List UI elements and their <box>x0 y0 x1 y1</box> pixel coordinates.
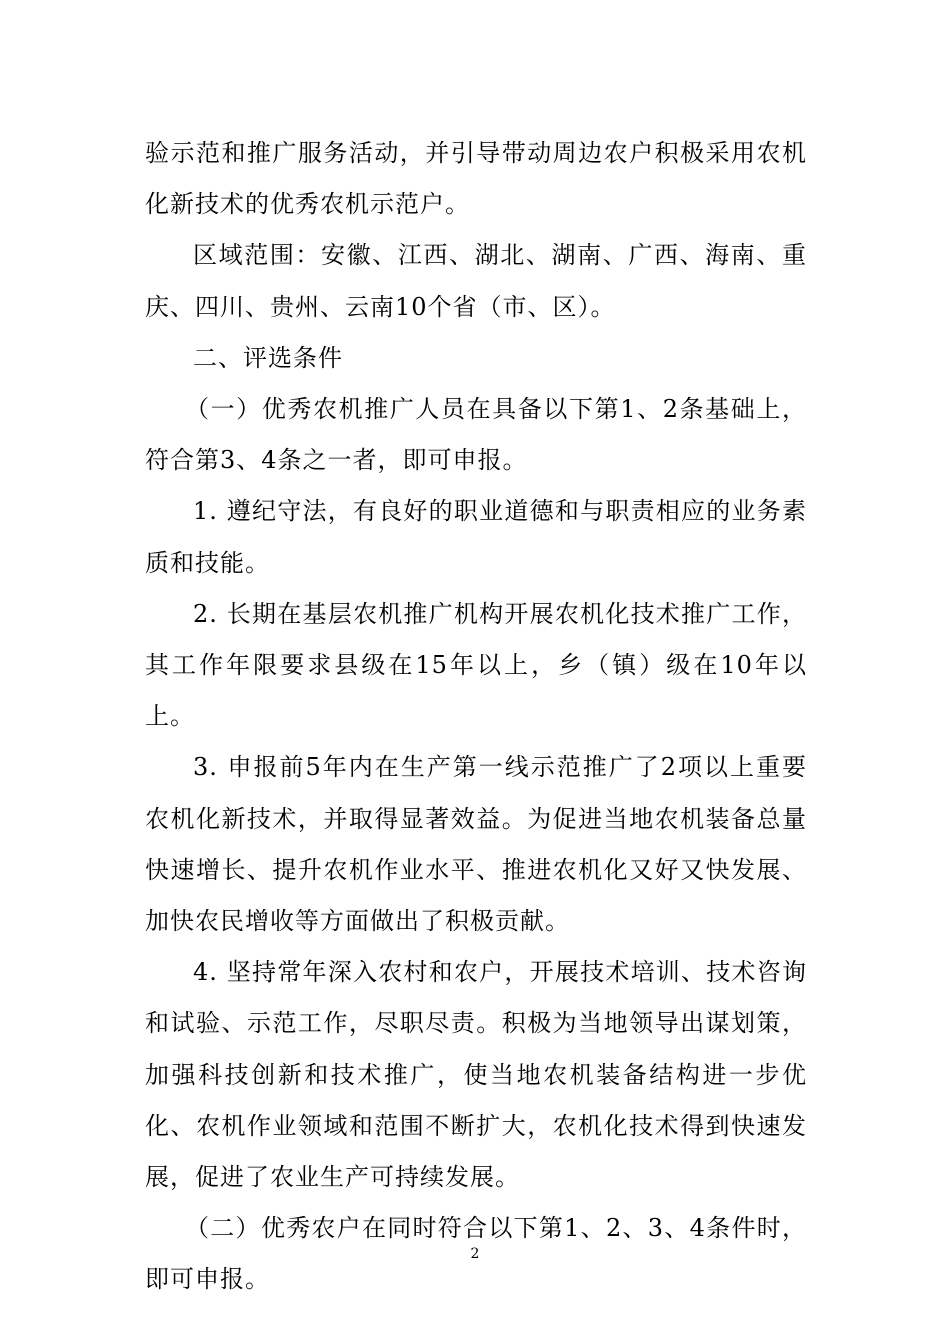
section-heading-selection-criteria: 二、评选条件 <box>193 343 343 372</box>
paragraph-continuation: 验示范和推广服务活动，并引导带动周边农户积极采用农机化新技术的优秀农机示范户。 <box>145 139 807 219</box>
paragraph-criteria-farmers: （二）优秀农户在同时符合以下第1、2、3、4条件时，即可申报。 <box>145 1214 807 1294</box>
paragraph-criterion-4: 4. 坚持常年深入农村和农户，开展技术培训、技术咨询和试验、示范工作，尽职尽责。积极为当地领导出谋划策，加强科技创新和技术推广，使当地农机装备结构进一步优化、农机作业领域和范围不断扩大，农机化技术得到快速发展，促进了农业生产可持续发展。 <box>145 958 807 1192</box>
paragraph-region-scope: 区域范围：安徽、江西、湖北、湖南、广西、海南、重庆、四川、贵州、云南10个省（市、区）。 <box>145 241 807 321</box>
paragraph-criteria-promoters: （一）优秀农机推广人员在具备以下第1、2条基础上，符合第3、4条之一者，即可申报。 <box>145 395 807 475</box>
page-number: 2 <box>470 1246 480 1262</box>
paragraph-criterion-1: 1. 遵纪守法，有良好的职业道德和与职责相应的业务素质和技能。 <box>145 497 807 577</box>
document-body <box>145 128 807 1306</box>
paragraph-criterion-2: 2. 长期在基层农机推广机构开展农机化技术推广工作，其工作年限要求县级在15年以上，乡（镇）级在10年以上。 <box>145 599 807 731</box>
paragraph-criterion-3: 3. 申报前5年内在生产第一线示范推广了2项以上重要农机化新技术，并取得显著效益。为促进当地农机装备总量快速增长、提升农机作业水平、推进农机化又好又快发展、加快农民增收等方面做出了积极贡献。 <box>145 753 807 936</box>
